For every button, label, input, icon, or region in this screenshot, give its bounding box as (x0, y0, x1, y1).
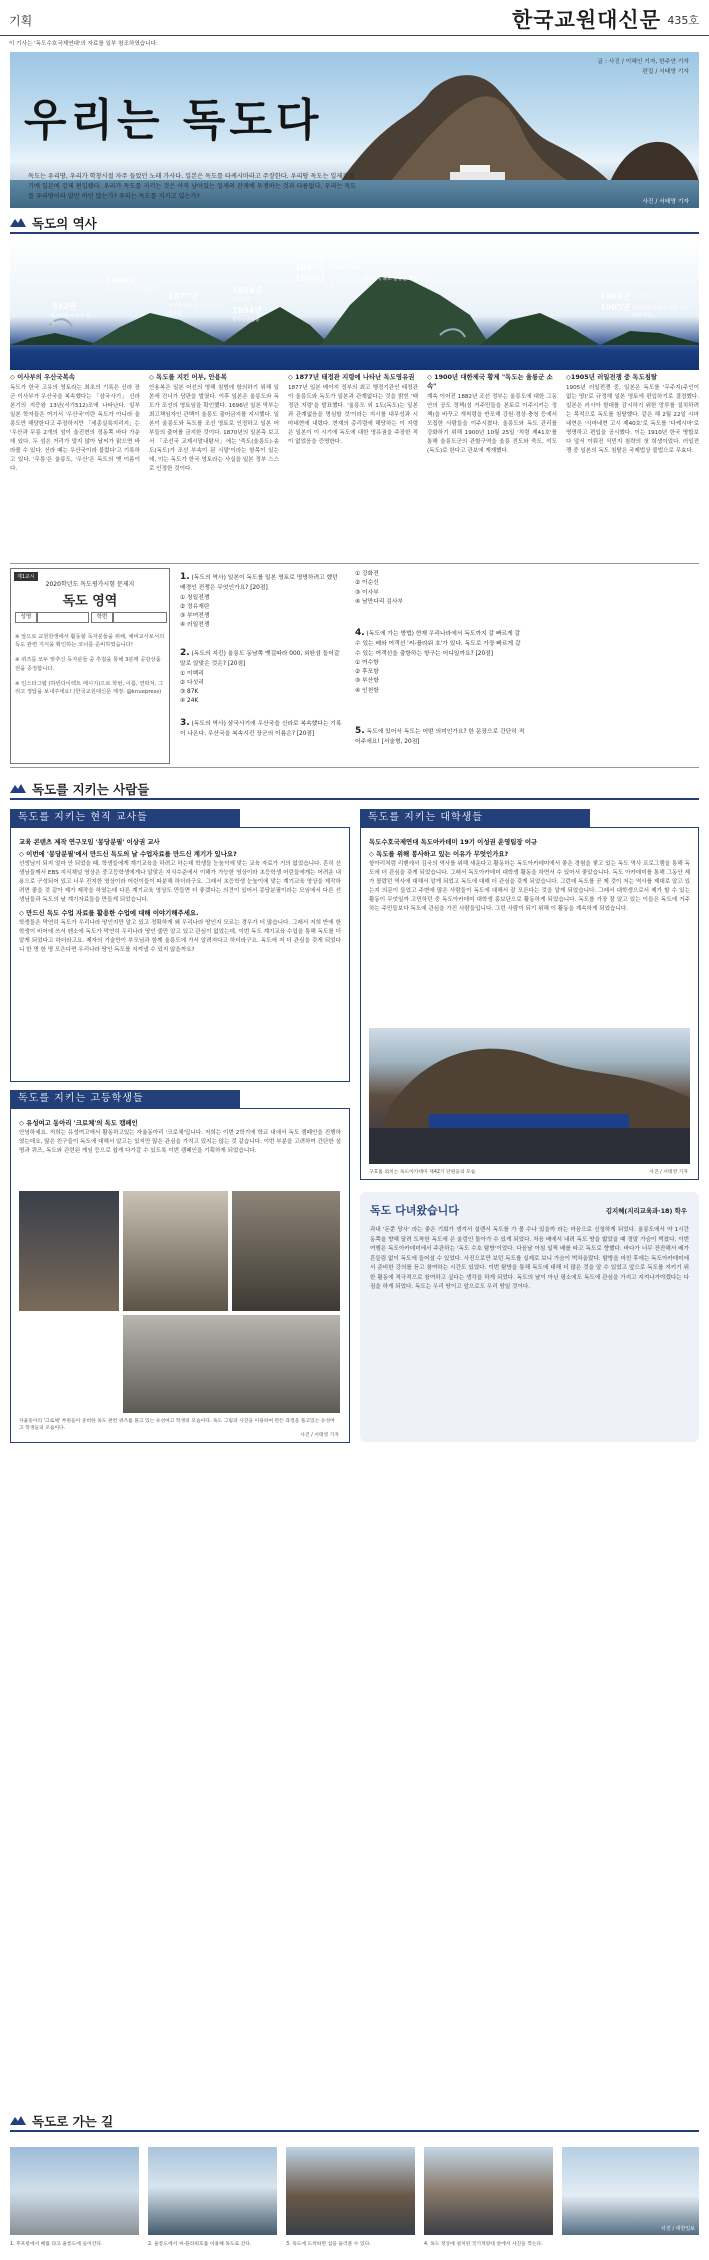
quiz-title: 독도 영역 (62, 594, 118, 609)
timeline-year: 1905년 (600, 302, 630, 312)
road-caption: 4. 독도 정상에 설치된 국기게양대 앞에서 사진을 찍는다. (424, 2242, 543, 2247)
road-photo-summit (424, 2147, 553, 2235)
history-article-title: ◇ 1900년 대한제국 황제 "독도는 울릉군 소속" (427, 373, 553, 390)
timeline-event: 태정관 지령에 나타난 독도영유권 (168, 304, 224, 316)
quiz-card (10, 568, 170, 764)
quiz-year-label: 2020학년도 독도평가시험 문제지 (45, 581, 135, 588)
students-box (10, 1108, 350, 1443)
interview-answer: 항아리처럼 리벤에서 김국의 역사를 위해 세운다고 활동하는 독도아카데미에서 좋은 경험을 쌓고 있는 독도 역사 프로그램을 통해 독도에 더 관심을 갖게 되었습니다. 그래서 독도아카데미 대학생 활동을 하면서 수 있어서 좋았습니다. 독도 아카데미를 통해 그동안 제가 몰랐던 역사에 대해서 알게 되었고 독도에 대해 더 관심을 갖게 되었습니다. 그런데 독도를 곧 제 것이 저는 역사를 제대로 알고 있는지 의문이 들었고 주변에 많은 사람들이 독도에 대해서 잘 모른다는 것을 알게 되었습니다. 그래서 대학생으로서 제가 할 수 있는 활동이 무엇일까 고민하던 중 독도아카데미 대학생 홍보단으로 활동하게 되었습니다. 독도를 가장 잘 알고 있는 이들은 독도에 거주하는 주민들보다 독도에 관심을 가진 사람들입니다. 그런 사람이 되기 위해 이 활동을 계속하게 되었습니다. (369, 861, 690, 913)
number-label: 학번 (91, 612, 113, 623)
visit-author: 김지혜(지리교육과·18) 학우 (605, 1207, 687, 1215)
students-photo-right (232, 1191, 340, 1311)
interview-question: ◇ 만드신 독도 수업 자료를 활용한 수업에 대해 이야기해주세요. (19, 909, 199, 918)
timeline-event: 러일전쟁 중 독도 일본 시마네현 편입 (632, 306, 690, 318)
timeline-event: 대한제국 수립 (330, 266, 360, 271)
section-title: 독도를 지키는 사람들 (32, 782, 150, 797)
road-caption: 3. 독도에 도착하면 섬을 둘러볼 수 있다. (286, 2242, 371, 2247)
quiz-notes (15, 633, 165, 703)
hero-banner (10, 52, 699, 208)
history-article (10, 373, 140, 474)
timeline-islands-illustration (10, 235, 699, 370)
students-photo-bottom (123, 1315, 340, 1413)
quiz-note: ※ 인스타그램 (하빈다이렉트 메시지)으로 학번, 이름, 연락처, 그리고 정답을 보내주세요! (한국교원대신문 계정: @knuepress) (15, 680, 164, 696)
road-photo-credit: 사진 / 대한일보 (661, 2226, 695, 2232)
dokdo-mini-icon (10, 783, 26, 793)
section-heading-history (10, 212, 699, 234)
students-body: 안녕하세요. 저희는 유성여고에서 활동하고있는 자율동아리 '크로체'입니다. 저희는 이번 2학기에 학교 내에서 독도 캠페인을 진행하였는데요, 많은 친구들이 독도에 대해서 알고는 있지만 많은 관심을 가지고 있지는 않는 것 같습니다. 이번 부분을 고려하여 간단한 설명과 퀴즈, 독도와 관련된 게임 등으로 쉽게 다가갈 수 있도록 이번 캠페인을 기획하게 되었습니다. (19, 1130, 341, 1155)
timeline-event: 청일전쟁 (232, 298, 251, 303)
road-photo-ferry (148, 2147, 277, 2235)
history-timeline (10, 235, 699, 370)
history-article-title: ◇ 이사부의 우산국복속 (10, 373, 75, 381)
section-rule (10, 232, 699, 234)
history-article-title: ◇ 독도를 지킨 어부, 안용복 (149, 373, 227, 381)
students-photo-left (19, 1191, 119, 1311)
students-photo-middle (123, 1191, 228, 1311)
road-caption: 1. 후포항에서 배를 타고 울릉도에 들어간다. (10, 2242, 103, 2247)
quiz-badge: 제1교시 (14, 572, 38, 581)
dokdo-mini-icon (10, 217, 26, 227)
teachers-box (10, 827, 350, 1082)
history-article-body: 안용복은 일본 어선의 영해 침범에 항의하기 위해 일본에 건너가 담판을 벌였다. 이후 일본은 울릉도와 독도가 조선의 영토임을 확인했다. 1696년 일본 막부는 최고책임자인 관백이 울릉도 출어금지를 지시했다. 일본이 울릉도와 독도를 조선 영토로 인정하고 일본 어부들의 출어를 금지한 것이다. 1870년의 일본측 보고서 「조선국 교제시말내탐서」에는 '죽도(울릉도)·송도(독도)가 조선 부속이 된 시말'이라는 항목이 있는데, 이는 독도가 한국 영토라는 사실을 일본 정부 스스로 인정한 것이다. (149, 384, 279, 473)
section-rule (10, 798, 699, 800)
students-photo-caption: 자율동아리 '크로체' 부원들이 준비한 독도 관련 퀴즈를 풀고 있는 유성여고 학생의 모습이다. 독도 그림과 사진을 이용하여 만든 과정을 풀고있는 유성여고 학생들의 모습이다. (19, 1419, 335, 1431)
hero-byline (598, 58, 689, 78)
road-photo-port (10, 2147, 139, 2235)
timeline-year: 1877년 (168, 291, 198, 301)
byline-editor: 편집 / 서태영 기자 (642, 68, 689, 75)
history-article-body: 1905년 러일전쟁 중, 일본은 독도를 '무주지(주인이 없는 땅)'로 규정해 일본 영토에 편입하기로 결정했다. 일본은 러시아 함대를 감시하기 위한 망루를 설치하려는 목적으로 독도를 침탈했다. 같은 해 2월 22일 시마네현은 '시마네현 고시 제40호'로 독도를 '다케시마'로 명명하고 편입을 공시했다. 이는 1910년 한국 병합보다 앞서 이뤄진 식민지 침략의 첫 희생이었다. 러일전쟁 중 일본의 독도 침탈은 국제법상 불법으로 무효다. (566, 384, 699, 455)
history-article-body: 계속 이어진 1882년 조선 정부는 울릉도에 대한 그동안의 공도 정책(섬 거주민들을 본토로 이주시키는 정책)을 바꾸고 개척령을 반포해 강원·경상·충청 등에서 모집한 사람들을 이주시켰다. 울릉도와 독도 관리를 강화하기 위해 1900년 10월 25일 '칙령 제41호'를 통해 울릉도군의 관할구역을 울릉 전도와 죽도, 석도(독도)로 한다고 관보에 게재했다. (427, 393, 557, 455)
history-article (288, 373, 418, 447)
timeline-year: 1896년 (295, 251, 325, 261)
section-title: 독도로 가는 길 (32, 2114, 114, 2129)
timeline-event: 아관파천 (330, 255, 349, 260)
timeline-year: 1894년 (232, 305, 262, 315)
timeline-event: 독도를 지킨 어부 안용복 (106, 288, 157, 293)
group-photo-illustration (369, 1028, 690, 1164)
visit-body: 과내 '돈쭌 당사' 라는 좋은 기회가 생겨서 설렌서 독도를 가 볼 수나 있을까 라는 마음으로 신청하게 되었다. 울릉도에서 약 1시간 동쪽을 향해 달려 도착한 독도에 은 울렁인 돌아가 수 있게 되었다. 처음 배에서 내려 독도 땅을 밟았을 때 정말 가슴이 벅찼다. 이번 여행은 독도아카데미에서 주관하는 '독도 수호 탐방'이었다. 다음날 아침 일찍 배를 타고 독도로 향했다. 바다가 너무 잔잔해서 배가 흔들림 없이 독도에 들어설 수 있었다. 사진으로만 보던 독도를 실제로 보니 가슴이 벅차올랐다. 탐방을 마친 후에는 독도아카데미에서 준비한 강의를 듣고 참여하는 시간도 있었다. 이번 탐방을 통해 독도에 대해 더 많은 것을 알 수 있었고 앞으로 독도를 지키기 위한 활동에 적극적으로 참여하고 싶다는 생각을 하게 되었다. 독도의 날이 아닌 평소에도 독도에 관심을 가지고 지켜나가야겠다는 다짐을 하게 되었다. 독도는 우리 땅이고 앞으로도 우리 땅일 것이다. (370, 1227, 689, 1290)
students-intro: ◇ 유성여고 동아리 '크로체'의 독도 캠페인 (19, 1119, 138, 1127)
university-box (360, 827, 699, 1180)
section-rule (10, 2130, 699, 2132)
interview-answer: 선생님이 되지 얼마 안 되었을 때, 학생들에게 계기교육을 하려고 하는데 학생들 눈높이에 맞는 교육 자료가 거의 없었습니다. 흔히 선생님들께서 EBS 지식채널 영상은 중고등학생에게나 알맞은 지식수준에서 이해가 가능한 영상이라 초등학생 어린들에게는 어려운 내용으로 구성되어 있고 너무 진지한 영상이라 어린이들이 따분해 하더라구요. 그래서 초등학생 눈높이에 맞는 계기교육 영상을 제작하려면 좋을 것 같아 제가 제작을 하였는데 다른 계기교육 영상도 만들면 더 좋겠다는 의견이 있어서 몽당분필이라는 모임에서 다른 선생님들과 독도의 날 계기자료들을 만들게 되었습니다. (19, 861, 341, 904)
section-heading-people (10, 778, 699, 800)
road-photo-island (286, 2147, 415, 2235)
hero-title: 우리는 독도다 (24, 95, 323, 146)
dokdo-mini-icon (10, 2115, 26, 2125)
history-article-title: ◇ 1877년 태정관 지령에 나타난 독도영유권 (288, 373, 415, 381)
history-article (566, 373, 699, 456)
history-article (149, 373, 279, 474)
quiz-options: ① 강화전 ② 이순신 ③ 이사부 ④ 남만다리 김사부 (355, 571, 404, 605)
quiz-question: 2. (독도의 지킨) 울릉도 동남쪽 뱃길따라 000, 외딴섬 들어갈 말로 알맞은 것은? [20점] ① 이백리 ② 다섯리 ③ 87K ④ 24K (180, 648, 340, 705)
timeline-event: 대한제국 고종 제41호에 독도 울릉군 관할로 규정 (330, 277, 429, 289)
quiz-question: 3. (독도의 역사) 삼국사기에 우산국을 신라로 복속했다는 기록이 나온다. 우산국을 복속시킨 장군의 이름은? [20점] (180, 718, 342, 738)
timeline-event: 동학농민운동 (232, 318, 260, 323)
quiz-section (10, 563, 699, 768)
number-field[interactable] (113, 612, 167, 623)
academy-photo-credit: 사진 / 서태영 기자 (649, 1170, 688, 1175)
history-columns (10, 373, 699, 558)
quiz-question: 1. (독도의 역사) 일본이 독도를 일본 영토로 명명하려고 했던 배경인 전쟁은 무엇인가요? [20점] ① 청일전쟁 ② 정유재란 ③ 부여전쟁 ④ 러일전쟁 (180, 572, 338, 629)
page-header (0, 0, 709, 36)
timeline-year: 1904년 (600, 291, 630, 301)
timeline-year: 1894년 (232, 285, 262, 295)
interview-question: ◇ 이번에 '몽당분필'에서 만드신 독도의 날 수업자료를 만드신 계기가 있나요? (19, 850, 237, 858)
academy-photo-caption: 구호를 외치는 독도아카데미 제42기 단원들의 모습 (369, 1170, 476, 1175)
university-intro: 독도수호국제연대 독도아카데미 19기 이성권 운영팀장 이규 (369, 838, 538, 846)
history-article (427, 373, 557, 456)
name-label: 성명 (15, 612, 37, 623)
source-note: 이 기사는 '독도수호국제연대'의 자료를 일부 참조하였습니다. (9, 41, 158, 47)
timeline-event: 이사부의 우산국 복속 (50, 314, 91, 326)
interview-answer: 학생들은 막연히 독도가 우리나라 땅인지만 알고 있고 정확하게 왜 우리나라 땅인지 모르는 경우가 더 많습니다. 그래서 저희 반에 한 학생이 비어에 쓰서 펜소에 독도가 막연히 우리나라 땅인 줄만 알고 있고 관심이 없었는데, 이번 독도 계기교육 수업을 통해 독도를 더 알게 되었다고 하더라고요. 제자의 기술만이 부모님과 함께 울릉도에 가서 알려지다고 하더라구요. 독도에 저 더 관심을 갖게 되었다니 한 명 한 명 모은다면 우리나라 땅인 독도를 지켜낼 수 있지 않을까요? (19, 920, 341, 954)
history-article-body: 독도가 한국 고유의 영토라는 최초의 기록은 신라 장군 이사부가 우산국을 복속했다는 「삼국사기」 신라본기의 지증왕 13년(서기512)조에 나타난다. 일부 일본 학자들은 여기서 '우산국'이란 독도가 아니라 울릉도만 해당한다고 주장하지만 「세종실록지리지」는 '우산과 무릉 2개의 섬이 울진현의 정동쪽 바다 가운데 있다. 두 섬은 거리가 멀지 않아 날씨가 맑으면 바라볼 수 있다. 신라 때는 우산국이라 불렀다'고 기록하고 있다. '무릉'은 울릉도, '우산'은 독도의 옛 이름이다. (10, 384, 140, 473)
newspaper-logo: 한국교원대신문 (511, 7, 661, 32)
name-field[interactable] (37, 612, 89, 623)
timeline-year: 1900년 (295, 273, 325, 283)
section-title: 독도의 역사 (32, 216, 97, 231)
road-caption: 2. 울릉도에서 씨-플라워호를 이용해 독도로 간다. (148, 2242, 252, 2247)
road-photo-boat (562, 2147, 699, 2235)
teachers-intro: 교육 콘텐츠 제작 연구모임 '몽당분필' 이상권 교사 (19, 838, 160, 846)
quiz-question: 4. (독도에 가는 방법) 현재 우리나라에서 독도까지 갈 빠르게 갈 수 있는 배와 여객선 '씨-플라워 호'가 있다. 독도로 가장 빠르게 갈 수 있는 여객선을 출항하는 항구는 어디일까요? [20점] ① 여수항 ② 후포항 ③ 부산항 ④ 인천항 (355, 628, 521, 694)
visit-heading: 독도 다녀왔습니다 (370, 1204, 459, 1217)
byline-writers: 글 : 사진 / 이혜인 기자, 한주연 기자 (597, 59, 689, 65)
section-heading-road (10, 2110, 699, 2132)
history-article-body: 1877년 일본 메이지 정부의 최고 행정기관인 태정관이 울릉도와 독도가 일본과 관계없다는 것을 밝힌 '태정관 지령'을 발표했다. '울릉도 외 1도(독도)는 일본과 관계없음을 명심할 것'이라는 지시를 내무성과 시마네현에 내렸다. 현재의 총리령에 해당하는 이 지령은 일본이 이 시기에 독도에 대한 영유권을 주장한 적이 없었음을 증명한다. (288, 384, 418, 446)
timeline-year: 512년 (52, 301, 77, 311)
issue-number: 435호 (667, 14, 699, 27)
section-label: 기획 (9, 14, 33, 28)
quiz-note: ※ 퀴즈를 모두 맞추신 독자분들 중 추첨을 통해 3분께 공감상품권을 증정합니다. (15, 657, 161, 672)
interview-question: ◇ 독도를 위해 봉사하고 있는 이유가 무엇인가요? (369, 850, 509, 858)
timeline-year: 1897년 (295, 262, 325, 272)
hero-lead-text: 독도는 우리땅, 우리가 학창시절 자주 들었던 노래 가사다. 일본은 독도를 타케시마라고 주장한다. 우리땅 독도는 일제강점기에 일본에 강제 편입됐다. 우리가 독도를 지키는 것은 아직 남아있는 일제의 잔재에 투쟁하는 것과 다름없다. 우리는 독도를 우리땅이라 말만 하던 않는가? 우리는 독도를 지키고 있는가? (28, 173, 357, 200)
quiz-note: ※ 앞으로 교원한생에서 활동할 독자분들을 위해, 예비교사로서의 독도 관련 지식을 확인하는 코너를 준비하였습니다! (15, 634, 165, 649)
hero-photo-credit: 사진 / 서태영 기자 (642, 199, 689, 205)
timeline-year: 1696년 (106, 275, 136, 285)
quiz-question: 5. 독도에 있어서 독도는 어떤 의미인가요? 한 문장으로 간단히 적어주세요! [서술형, 20점] (355, 726, 525, 746)
visit-review-box (360, 1192, 699, 1442)
students-heading: 독도를 지키는 고등학생들 (10, 1090, 240, 1108)
history-article-title: ◇1905년 러일전쟁 중 독도침탈 (566, 373, 658, 381)
academy-group-photo (369, 1028, 690, 1164)
students-photo-credit: 사진 / 서태영 기자 (300, 1433, 339, 1438)
university-heading: 독도를 지키는 대학생들 (360, 809, 590, 827)
timeline-event: 러일전쟁 (632, 295, 651, 300)
teachers-heading: 독도를 지키는 현직 교사들 (10, 809, 240, 827)
